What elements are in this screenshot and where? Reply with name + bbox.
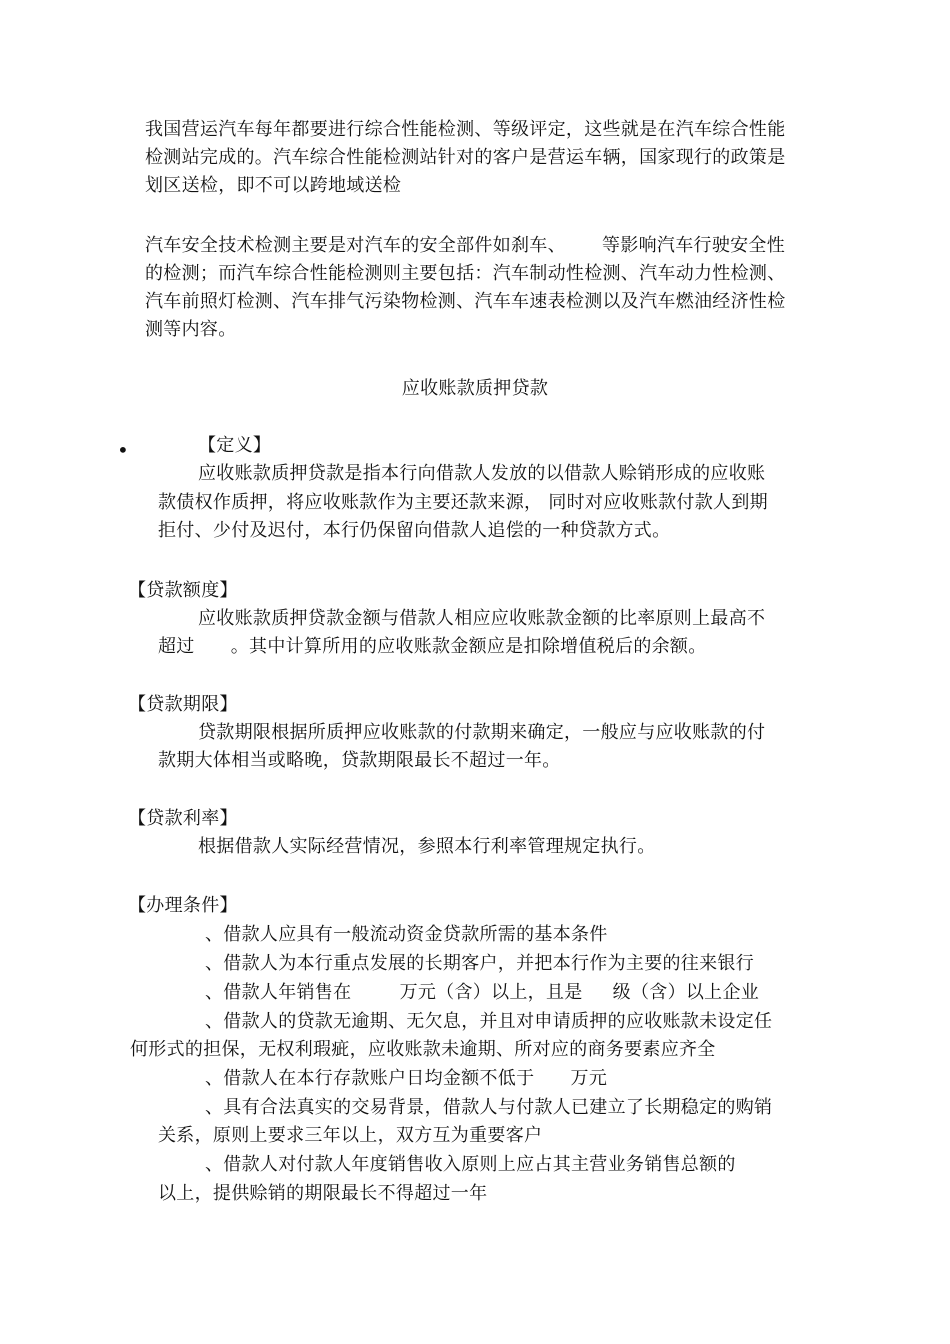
intro-para2-line-1: 汽车安全技术检测主要是对汽车的安全部件如刹车、 等影响汽车行驶安全性 [145,235,786,256]
intro-para1-line-1: 我国营运汽车每年都要进行综合性能检测、等级评定，这些就是在汽车综合性能 [145,119,786,140]
amount-line-2: 超过 。其中计算所用的应收账款金额应是扣除增值税后的余额。 [158,636,707,657]
term-line-1: 贷款期限根据所质押应收账款的付款期来确定，一般应与应收账款的付 [198,722,766,743]
condition-line-4: 、借款人的贷款无逾期、无欠息，并且对申请质押的应收账款未设定任 [205,1011,773,1032]
rate-line-1: 根据借款人实际经营情况，参照本行利率管理规定执行。 [198,836,656,857]
condition-line-10: 以上，提供赊销的期限最长不得超过一年 [158,1183,488,1204]
intro-para2-line-2: 的检测；而汽车综合性能检测则主要包括：汽车制动性检测、汽车动力性检测、 [145,263,786,284]
section-title: 应收账款质押贷款 [401,378,549,399]
amount-heading: 【贷款额度】 [128,580,238,601]
condition-line-7: 、具有合法真实的交易背景，借款人与付款人已建立了长期稳定的购销 [205,1097,773,1118]
condition-line-6: 、借款人在本行存款账户日均金额不低于 万元 [205,1068,608,1089]
definition-line-3: 拒付、少付及迟付，本行仍保留向借款人追偿的一种贷款方式。 [158,520,671,541]
bullet-dot: • [117,438,129,462]
amount-line-1: 应收账款质押贷款金额与借款人相应应收账款金额的比率原则上最高不 [198,608,766,629]
intro-para2-line-3: 汽车前照灯检测、汽车排气污染物检测、汽车车速表检测以及汽车燃油经济性检 [145,291,786,312]
rate-heading: 【贷款利率】 [128,808,238,829]
definition-heading: 【定义】 [198,435,272,456]
definition-line-2: 款债权作质押，将应收账款作为主要还款来源， 同时对应收账款付款人到期 [158,492,768,513]
condition-line-1: 、借款人应具有一般流动资金贷款所需的基本条件 [205,924,608,945]
intro-para1-line-3: 划区送检，即不可以跨地域送检 [145,175,402,196]
condition-line-2: 、借款人为本行重点发展的长期客户，并把本行作为主要的往来银行 [205,953,754,974]
definition-line-1: 应收账款质押贷款是指本行向借款人发放的以借款人赊销形成的应收账 [198,463,766,484]
condition-line-3: 、借款人年销售在 万元（含）以上，且是 级（含）以上企业 [205,982,760,1003]
intro-para2-line-4: 测等内容。 [145,319,237,340]
term-line-2: 款期大体相当或略晚，贷款期限最长不超过一年。 [158,750,561,771]
condition-line-8: 关系，原则上要求三年以上，双方互为重要客户 [158,1125,543,1146]
term-heading: 【贷款期限】 [128,694,238,715]
condition-line-5: 何形式的担保，无权利瑕疵，应收账款未逾期、所对应的商务要素应齐全 [130,1039,716,1060]
condition-line-9: 、借款人对付款人年度销售收入原则上应占其主营业务销售总额的 [205,1154,736,1175]
intro-para1-line-2: 检测站完成的。汽车综合性能检测站针对的客户是营运车辆，国家现行的政策是 [145,147,786,168]
conditions-heading: 【办理条件】 [128,895,238,916]
